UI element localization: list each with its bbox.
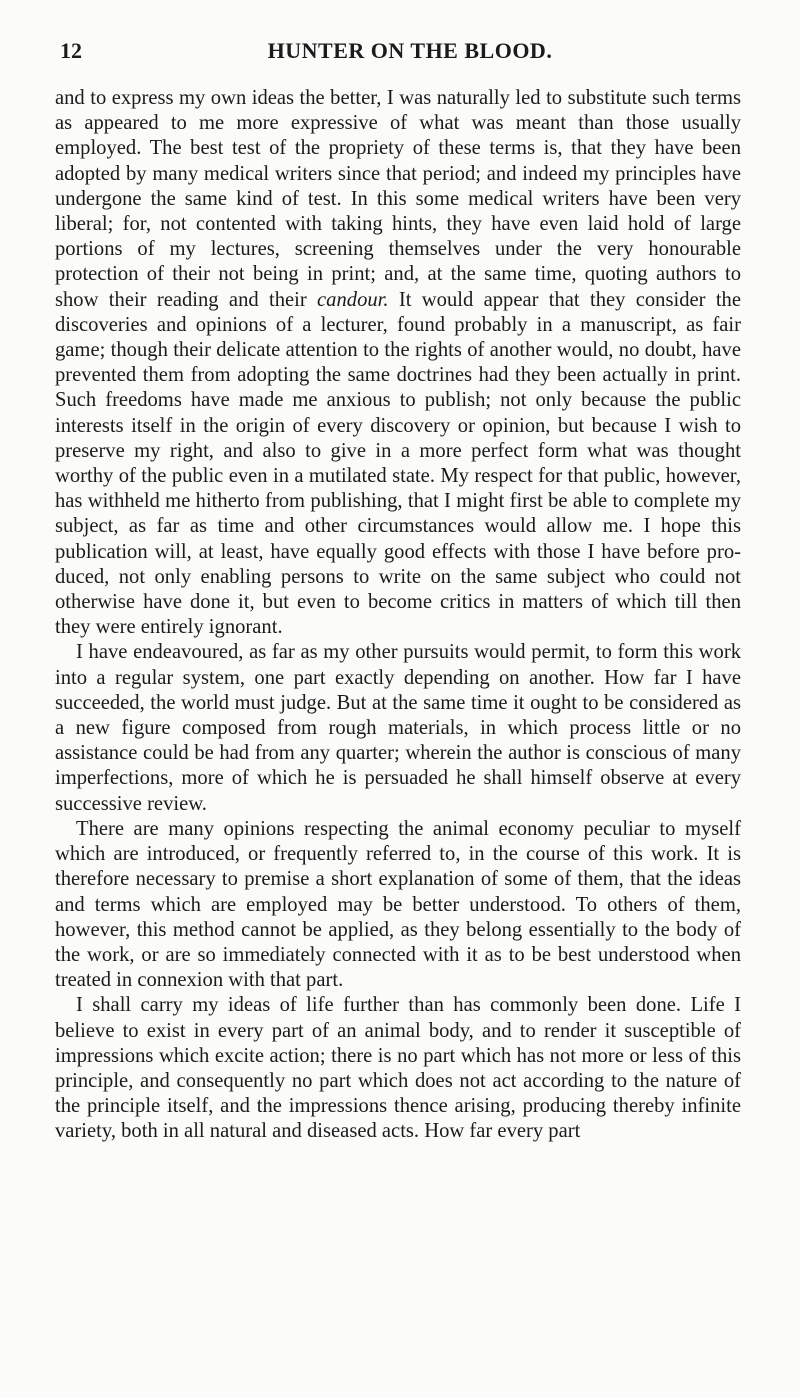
paragraph xyxy=(55,817,741,993)
paragraph-text: I shall carry my ideas of life further than has commonly been done. Life I believe to exist in every part of an animal body, and to render it susceptible of impressions which excite action; there is no part which has not more or less of this principle, and consequently no part which does not act according to the nature of the principle itself, and the impressions thence arising, producing thereby infinite variety, both in all natural and diseased acts. How far every part xyxy=(55,994,741,1143)
paragraph xyxy=(55,993,741,1144)
emphasized-word: candour. xyxy=(317,288,389,311)
paragraph xyxy=(55,640,741,816)
running-title: HUNTER ON THE BLOOD. xyxy=(267,38,553,63)
paragraph-text: and to express my own ideas the better, I was naturally led to substitute such terms as appeared to me more expressive of what was meant than those usually employed. The best test of the propriety of these terms is, that they have been adopted by many medical writers since that period; and indeed my principles have undergone the same kind of test. In this some medical writers have been very liberal; for, not contented with taking hints, they have even laid hold of large portions of my lectures, screening themselves under the very honourable protection of their not being in print; and, at the same time, quoting authors to show their reading and their xyxy=(55,87,741,311)
page-number: 12 xyxy=(60,38,82,63)
paragraph-text-continued: It would appear that they consider the discoveries and opinions of a lecturer, found probably in a manuscript, as fair game; though their delicate attention to the rights of another would, no doubt, have prevented them from adopting the same doctrines had they been actually in print. Such freedoms have made me anxious to publish; not only because the public interests itself in the origin of every discovery or opinion, but because I wish to preserve my right, and also to give in a more perfect form what was thought worthy of the public even in a mutilated state. My respect for that public, however, has withheld me hitherto from publishing, that I might first be able to complete my subject, as far as time and other circumstances would allow me. I hope this publication will, at least, have equally good effects with those I have before produced, not only enabling persons to write on the same subject who could not otherwise have done it, but even to become critics in matters of which till then they were entirely ignorant. xyxy=(55,288,741,639)
running-head xyxy=(60,38,760,68)
paragraph-text: There are many opinions respecting the animal economy peculiar to myself which are introduced, or frequently referred to, in the course of this work. It is therefore necessary to premise a short explanation of some of them, that the ideas and terms which are employed may be better understood. To others of them, however, this method cannot be applied, as they belong essentially to the body of the work, or are so immediately connected with it as to be best understood when treated in connexion with that part. xyxy=(55,817,741,992)
paragraph-text: I have endeavoured, as far as my other pursuits would permit, to form this work into a regular system, one part exactly depending on another. How far I have succeeded, the world must judge. But at the same time it ought to be considered as a new figure composed from rough materials, in which process little or no assistance could be had from any quarter; wherein the author is conscious of many imperfections, more of which he is persuaded he shall himself observe at every successive review. xyxy=(55,641,741,815)
paragraph xyxy=(55,86,741,640)
body-text xyxy=(55,86,741,1145)
